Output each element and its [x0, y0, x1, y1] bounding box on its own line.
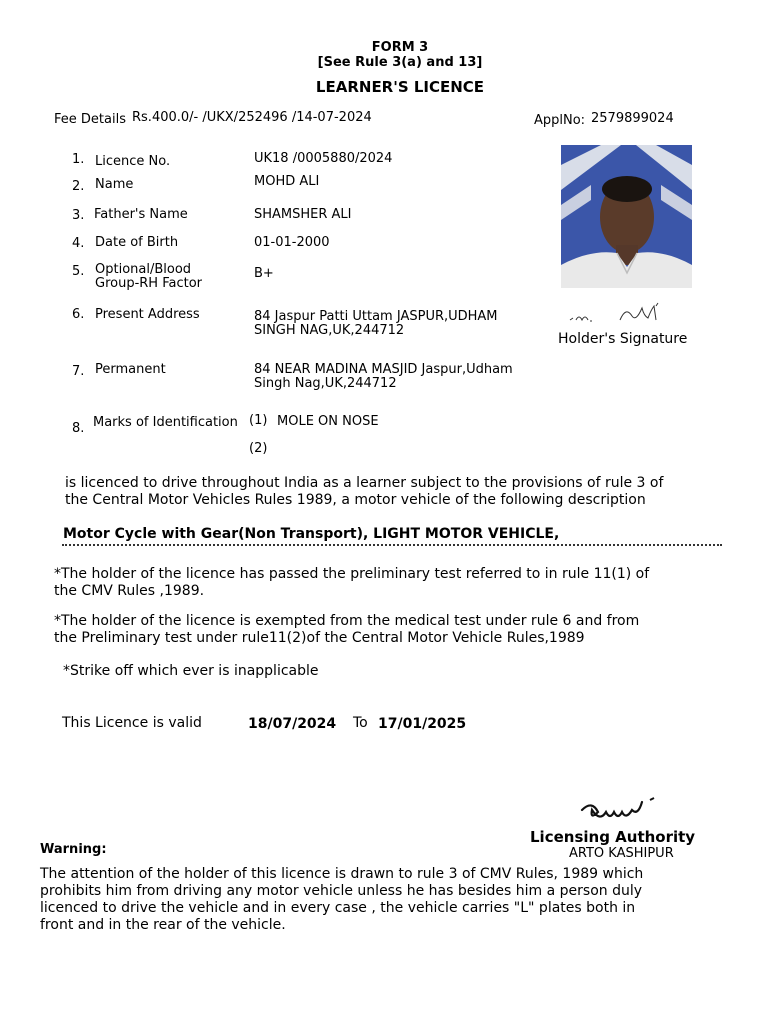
holder-photo — [561, 145, 692, 288]
exempt-note-line2: the Preliminary test under rule11(2)of the Central Motor Vehicle Rules,1989 — [54, 630, 585, 646]
rule-reference: [See Rule 3(a) and 13] — [317, 55, 483, 70]
licensing-authority-office: ARTO KASHIPUR — [569, 846, 674, 861]
appl-label: ApplNo: — [534, 113, 586, 128]
blood-group-label-line1: Optional/Blood — [95, 262, 192, 277]
licensing-authority-title: Licensing Authority — [530, 828, 696, 846]
warning-line2: prohibits him from driving any motor vehicle unless he has besides him a person duly — [40, 883, 643, 899]
valid-from: 18/07/2024 — [248, 716, 337, 732]
field-num: 5. — [72, 264, 85, 279]
warning-line4: front and in the rear of the vehicle. — [40, 917, 286, 933]
description-line2: the Central Motor Vehicles Rules 1989, a motor vehicle of the following description — [65, 492, 646, 508]
mark2-num: (2) — [249, 441, 268, 456]
licence-no-value: UK18 /0005880/2024 — [254, 151, 393, 166]
permanent-address-line1: 84 NEAR MADINA MASJID Jaspur,Udham — [254, 362, 513, 377]
permanent-address-line2: Singh Nag,UK,244712 — [254, 376, 397, 391]
validity-label: This Licence is valid — [62, 715, 202, 731]
field-num: 2. — [72, 179, 85, 194]
strike-note: *Strike off which ever is inapplicable — [63, 663, 319, 679]
present-address-label: Present Address — [95, 307, 200, 322]
fee-value: Rs.400.0/- /UKX/252496 /14-07-2024 — [132, 110, 372, 125]
passed-note-line1: *The holder of the licence has passed the preliminary test referred to in rule 11(1) of — [54, 566, 650, 582]
father-name-label: Father's Name — [94, 207, 188, 222]
father-name-value: SHAMSHER ALI — [254, 207, 352, 222]
dob-label: Date of Birth — [95, 235, 179, 250]
identification-marks-label: Marks of Identification — [93, 415, 238, 430]
mark1-num: (1) — [249, 413, 268, 428]
document-title: LEARNER'S LICENCE — [315, 78, 485, 96]
name-label: Name — [95, 177, 134, 192]
mark1-value: MOLE ON NOSE — [277, 414, 379, 429]
holder-signature — [560, 300, 710, 326]
valid-to: 17/01/2025 — [378, 716, 467, 732]
blood-group-value: B+ — [254, 266, 274, 281]
authority-signature — [578, 796, 660, 824]
validity-to-word: To — [353, 715, 368, 731]
passed-note-line2: the CMV Rules ,1989. — [54, 583, 205, 599]
licence-no-label: Licence No. — [95, 154, 171, 169]
name-value: MOHD ALI — [254, 174, 320, 189]
appl-value: 2579899024 — [591, 111, 674, 126]
permanent-address-label: Permanent — [95, 362, 166, 377]
dob-value: 01-01-2000 — [254, 235, 330, 250]
dotted-divider — [62, 544, 722, 546]
warning-line1: The attention of the holder of this licence is drawn to rule 3 of CMV Rules, 1989 which — [40, 866, 644, 882]
holder-photo-image — [561, 145, 692, 288]
exempt-note-line1: *The holder of the licence is exempted from the medical test under rule 6 and from — [54, 613, 640, 629]
blood-group-label-line2: Group-RH Factor — [95, 276, 203, 291]
present-address-line2: SINGH NAG,UK,244712 — [254, 323, 405, 338]
field-num: 7. — [72, 364, 85, 379]
holder-signature-label: Holder's Signature — [558, 331, 688, 347]
field-num: 4. — [72, 236, 85, 251]
warning-label: Warning: — [40, 842, 107, 857]
fee-label: Fee Details — [54, 112, 126, 127]
present-address-line1: 84 Jaspur Patti Uttam JASPUR,UDHAM — [254, 309, 498, 324]
field-num: 6. — [72, 307, 85, 322]
description-line1: is licenced to drive throughout India as a learner subject to the provisions of rule 3 of — [65, 475, 664, 491]
vehicle-classes: Motor Cycle with Gear(Non Transport), LIGHT MOTOR VEHICLE, — [63, 526, 560, 542]
field-num: 8. — [72, 421, 85, 436]
form-number: FORM 3 — [371, 40, 429, 55]
field-num: 1. — [72, 152, 85, 167]
field-num: 3. — [72, 208, 85, 223]
warning-line3: licenced to drive the vehicle and in every case , the vehicle carries "L" plates both in — [40, 900, 636, 916]
